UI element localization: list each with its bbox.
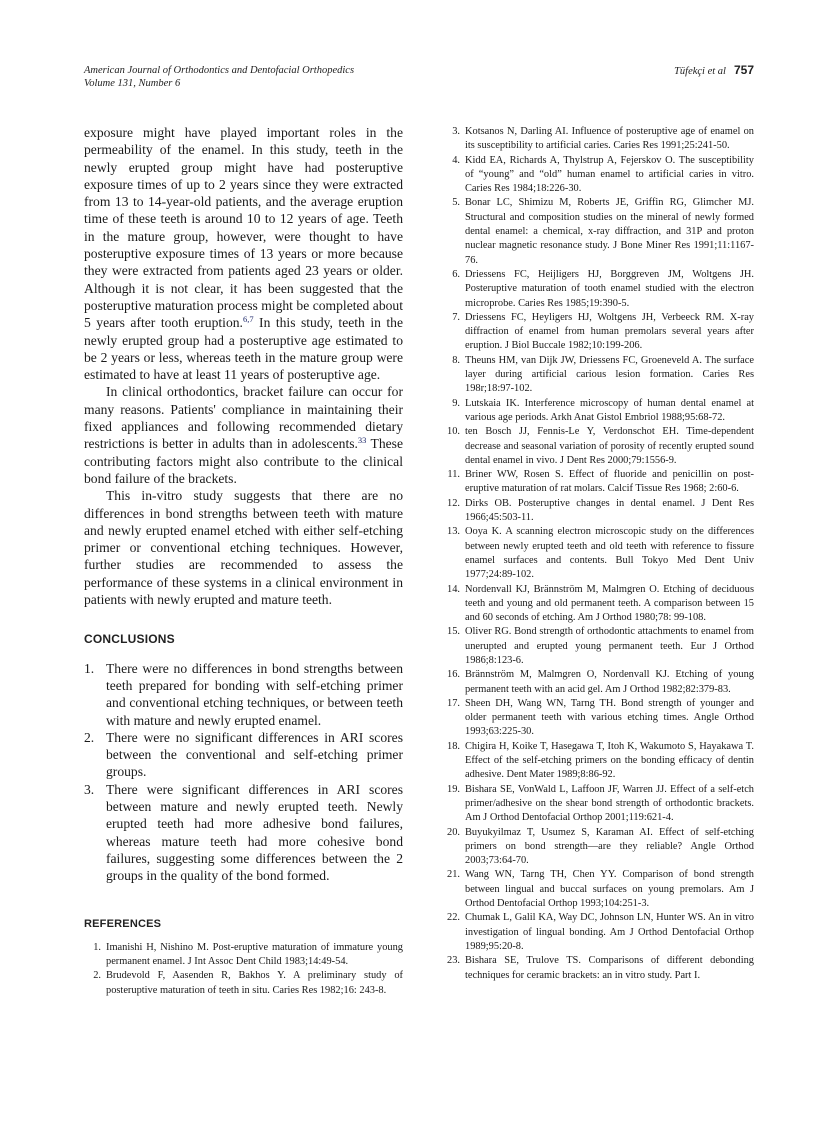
body-paragraph: This in-vitro study suggests that there are no differences in bond strengths between teeth with mature and newly erupted enamel etched with either self-etching primer or conventional etching techniques. However, further studies are recommended to assess the performance of these systems in a clinical environment in patients with newly erupted and mature teeth. bbox=[84, 488, 403, 608]
reference-item: 13. Ooya K. A scanning electron microscopic study on the differences between newly erupted teeth and old teeth with reference to fissure enamel surfaces and contents. Bull Tokyo Med Dent Univ 1977;24:89-102. bbox=[447, 526, 754, 581]
reference-item: 16. Brännström M, Malmgren O, Nordenvall KJ. Etching of young permanent teeth with an acid gel. Am J Orthod 1982;82:379-83. bbox=[447, 669, 754, 695]
references-heading: REFERENCES bbox=[84, 918, 162, 931]
references-list-left bbox=[84, 941, 403, 998]
reference-item: 23. Bishara SE, Trulove TS. Comparisons of different debonding techniques for ceramic brackets: an in vitro study. Part I. bbox=[447, 955, 754, 981]
page-number: 757 bbox=[733, 63, 754, 77]
reference-item: 5. Bonar LC, Shimizu M, Roberts JE, Griffin RG, Glimcher MJ. Structural and composition studies on the mineral of newly formed dental enamel: a chemical, x-ray diffraction, and 31P and proton nuclear magnetic resonance study. J Bone Miner Res 1991;11:1167-76. bbox=[452, 197, 754, 266]
journal-info bbox=[84, 64, 354, 90]
conclusions-list bbox=[84, 660, 403, 885]
references-list-right bbox=[443, 125, 754, 983]
citation-link[interactable]: 6,7 bbox=[242, 314, 254, 325]
right-column bbox=[443, 125, 754, 983]
reference-item: 18. Chigira H, Koike T, Hasegawa T, Itoh K, Wakumoto S, Hayakawa T. Effect of the self-etching primers on the bonding efficacy of dentin adhesive. Dent Mater 1989;8:86-92. bbox=[447, 740, 754, 781]
reference-item: 14. Nordenvall KJ, Brännström M, Malmgren O. Etching of deciduous teeth and young and old permanent teeth. A comparison between 15 and 60 seconds of etching. Am J Orthod 1980;78: 99-108. bbox=[447, 583, 754, 624]
reference-item: 11. Briner WW, Rosen S. Effect of fluoride and penicillin on post-eruptive maturation of rat molars. Calcif Tissue Res 1968; 2:60-6. bbox=[447, 469, 754, 495]
reference-item: 2. Brudevold F, Aasenden R, Bakhos Y. A preliminary study of posteruptive maturation of teeth in situ. Caries Res 1982;16: 243-8. bbox=[93, 970, 403, 996]
body-paragraph: exposure might have played important roles in the permeability of the enamel. In this study, teeth in the newly erupted group might have had posteruptive exposure times of up to 2 years since they were extracted from 13 to 14-year-old patients, and the average eruption time of these teeth is around 10 to 12 years of age. Teeth in the mature group, however, were thought to have posteruptive exposure times of 13 years or more because they were extracted from patients aged 23 years or older. Although it is not clear, it has been suggested that the posteruptive maturation process might be completed about 5 years after tooth eruption.$^{6,7}$ In this study, teeth in the newly erupted group had a posteruptive age estimated to be 2 years or less, whereas teeth in the mature group were estimated to have at least 11 years of posteruptive age. bbox=[84, 125, 403, 383]
reference-item: 3. Kotsanos N, Darling AI. Influence of posteruptive age of enamel on its susceptibility to artificial caries. Caries Res 1991;25:241-50. bbox=[452, 126, 754, 152]
reference-item: 20. Buyukyilmaz T, Usumez S, Karaman AI. Effect of self-etching primers on bond strength—are they reliable? Angle Orthod 2003;73:64-70. bbox=[447, 826, 754, 867]
reference-item: 15. Oliver RG. Bond strength of orthodontic attachments to enamel from unerupted and erupted young permanent teeth. Eur J Orthod 1986;8:123-6. bbox=[447, 626, 754, 666]
running-authors: Tüfekçi et al bbox=[674, 66, 726, 77]
journal-title: American Journal of Orthodontics and Dentofacial Orthopedics bbox=[84, 65, 355, 76]
reference-item: 1. Imanishi H, Nishino M. Post-eruptive maturation of immature young permanent enamel. J Int Assoc Dent Child 1983;14:49-54. bbox=[93, 941, 403, 968]
conclusions-heading: CONCLUSIONS bbox=[84, 632, 175, 647]
reference-item: 17. Sheen DH, Wang WN, Tarng TH. Bond strength of younger and older permanent teeth with various etching times. Angle Orthod 1993;63:225-30. bbox=[447, 697, 754, 738]
reference-item: 6. Driessens FC, Heijligers HJ, Borggreven JM, Woltgens JH. Posteruptive maturation of tooth enamel studied with the electron microprobe. Caries Res 1985;19:390-5. bbox=[452, 268, 754, 309]
citation-link[interactable]: 33 bbox=[357, 435, 367, 446]
reference-item: 10. ten Bosch JJ, Fennis-Le Y, Verdonschot EH. Time-dependent decrease and seasonal variation of porosity of recently erupted sound dental enamel in vivo. J Dent Res 2000;79:1556-9. bbox=[447, 426, 754, 466]
conclusion-item: 1. There were no differences in bond strengths between teeth prepared for bonding with self-etching primer and conventional etching techniques, or between teeth with mature and newly erupted enamel. bbox=[84, 660, 403, 728]
left-column bbox=[84, 124, 403, 998]
reference-item: 9. Lutskaia IK. Interference microscopy of human dental enamel at various age periods. Arkh Anat Gistol Embriol 1988;95:68-72. bbox=[452, 397, 754, 423]
reference-item: 7. Driessens FC, Heyligers HJ, Woltgens JH, Verbeeck RM. X-ray diffraction of enamel from human premolars several years after eruption. J Biol Buccale 1982;10:199-206. bbox=[452, 311, 754, 352]
conclusion-item: 2. There were no significant differences in ARI scores between the conventional and self-etching primer groups. bbox=[84, 729, 403, 780]
reference-item: 12. Dirks OB. Posteruptive changes in dental enamel. J Dent Res 1966;45:503-11. bbox=[447, 497, 754, 524]
reference-item: 8. Theuns HM, van Dijk JW, Driessens FC, Groeneveld A. The surface layer during artificial carious lesion formation. Caries Res 198r;18:97-102. bbox=[452, 354, 754, 395]
reference-item: 4. Kidd EA, Richards A, Thylstrup A, Fejerskov O. The susceptibility of “young” and “old” human enamel to artificial caries in vitro. Caries Res 1984;18:226-30. bbox=[452, 154, 754, 195]
reference-item: 19. Bishara SE, VonWald L, Laffoon JF, Warren JJ. Effect of a self-etch primer/adhesive on the shear bond strength of orthodontic brackets. Am J Orthod Dentofacial Orthop 2001;119:621-4. bbox=[447, 783, 754, 824]
reference-item: 22. Chumak L, Galil KA, Way DC, Johnson LN, Hunter WS. An in vitro investigation of lingual bonding. Am J Orthod Dentofacial Orthop 1989;95:20-8. bbox=[447, 912, 754, 952]
journal-volume: Volume 131, Number 6 bbox=[84, 78, 181, 89]
page-info bbox=[674, 64, 754, 78]
body-paragraph: In clinical orthodontics, bracket failure can occur for many reasons. Patients' compliance in maintaining their fixed appliances and following recommended dietary restrictions is better in adults than in adolescents.$^{33}$ These contributing factors might also contribute to the clinical bond failure of the brackets. bbox=[84, 384, 403, 486]
reference-item: 21. Wang WN, Tarng TH, Chen YY. Comparison of bond strength between lingual and buccal surfaces on young premolars. Am J Orthod Dentofacial Orthop 1993;104:251-3. bbox=[447, 869, 754, 910]
conclusion-item: 3. There were significant differences in ARI scores between mature and newly erupted teeth. Newly erupted teeth had more adhesive bond failures, whereas mature teeth had more cohesive bond failures, suggesting some differences between the 2 groups in the quality of the bond formed. bbox=[84, 781, 403, 884]
